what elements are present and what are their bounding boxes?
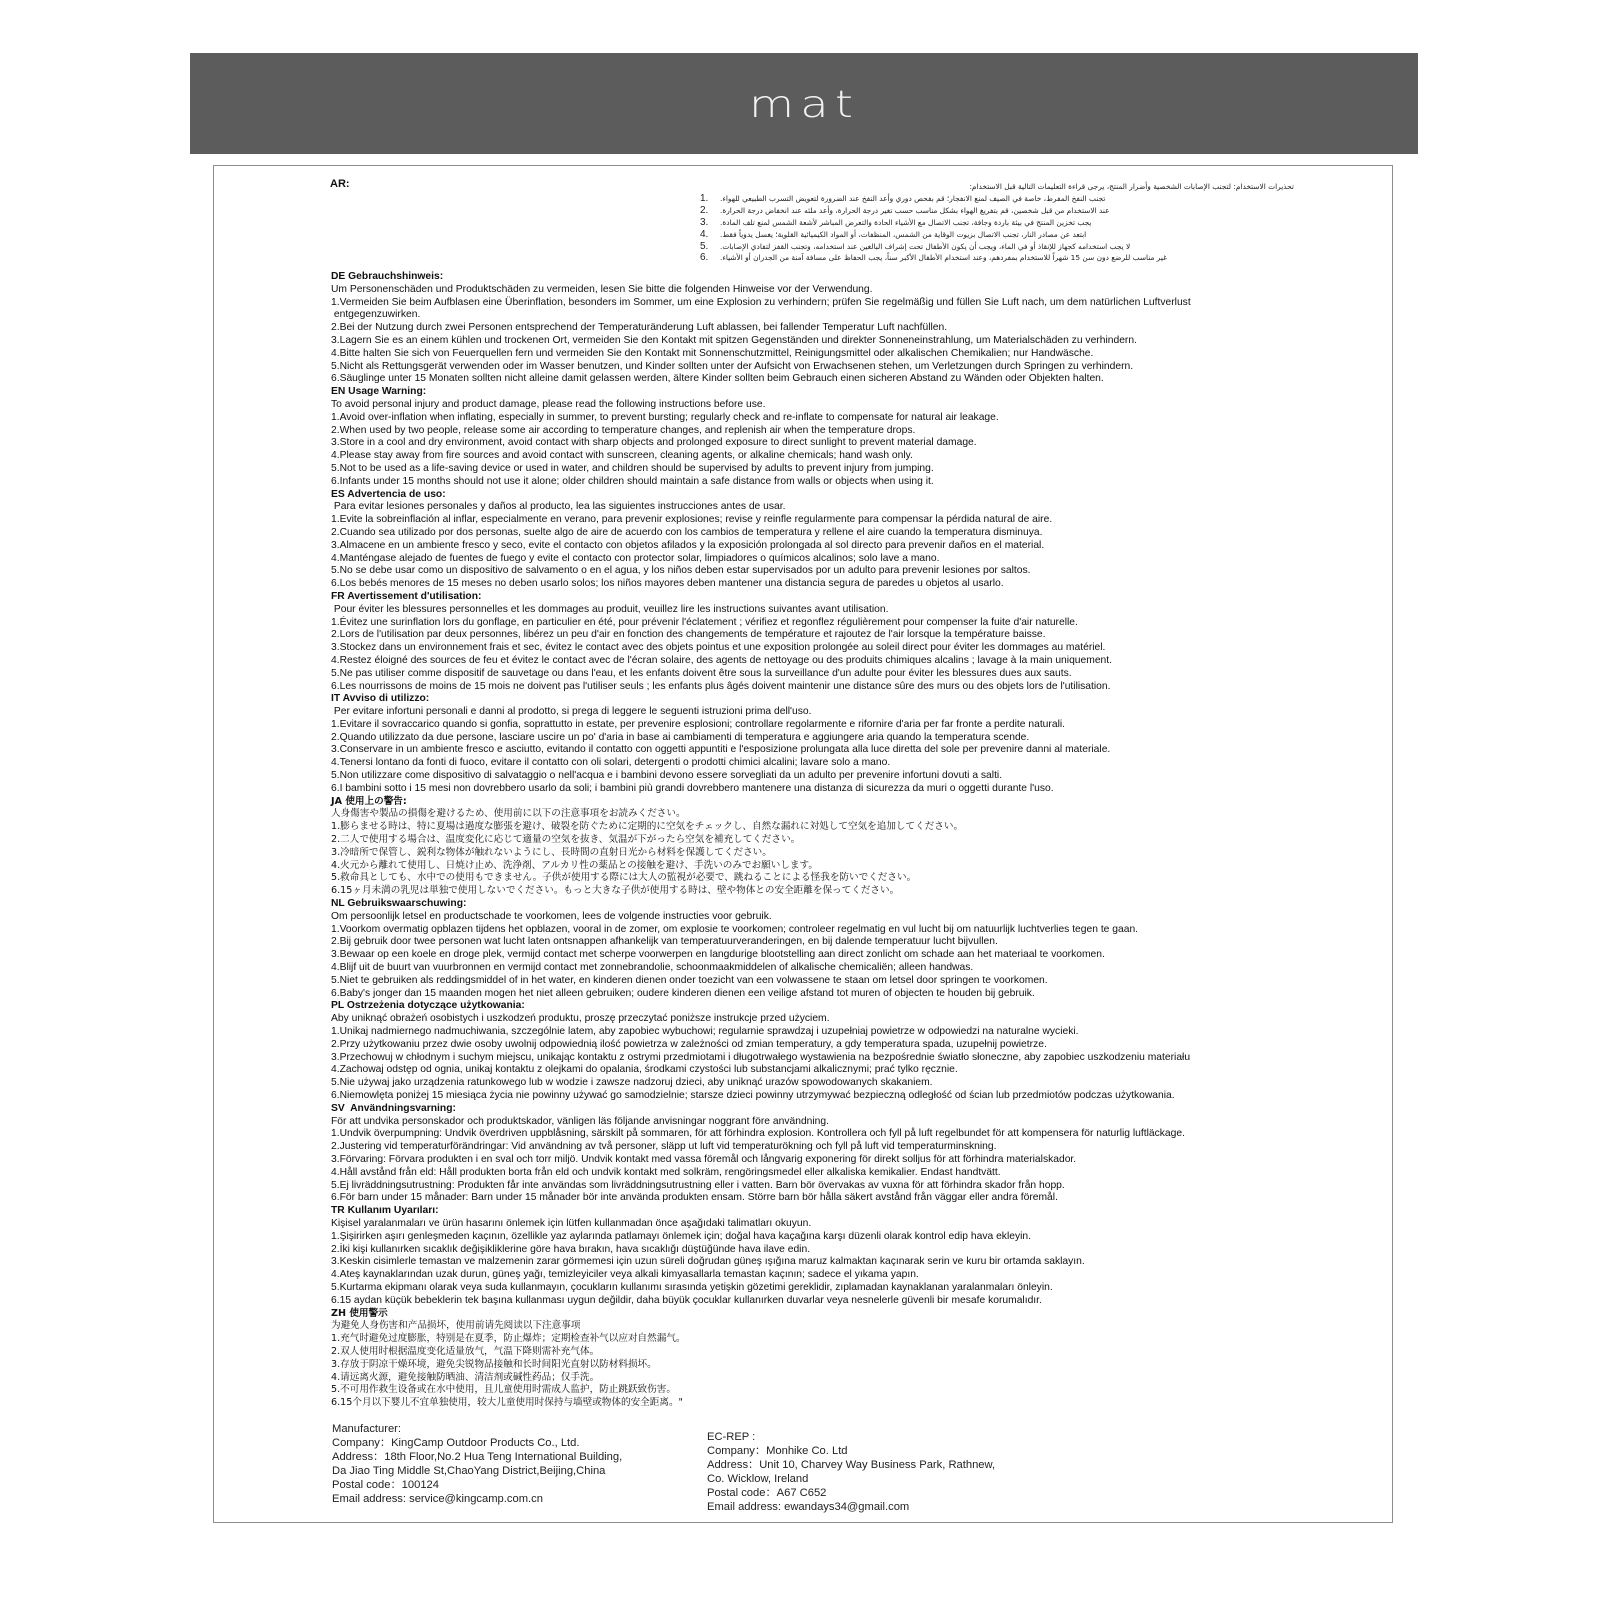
instruction-line: 3.Bewaar op een koele en droge plek, vermijd contact met scherpe voorwerpen en langdurige blootstelling aan direct zonlicht om schade aan het materiaal te voorkomen. (331, 949, 1105, 961)
arabic-item (700, 205, 1294, 217)
instruction-line: 6.15 aydan küçük bebeklerin tek başına kullanması uygun değildir, daha büyük çocuklar kullanırken duvarlar veya nesnelerle güvenli bir mesafe korumalıdır. (331, 1294, 1042, 1306)
manufacturer-line: Da Jiao Ting Middle St,ChaoYang District,Beijing,China (332, 1464, 606, 1477)
arabic-item-text: ابتعد عن مصادر النار، تجنب الاتصال بزيوت الوقاية من الشمس، المنظفات، أو المواد الكيميائية القلوية؛ يغسل يدوياً فقط. (720, 229, 1087, 239)
instruction-line: 6.Niemowlęta poniżej 15 miesiąca życia nie powinny używać go samodzielnie; starsze dzieci powinny utrzymywać bezpieczną odległość od ścian lub przedmiotów podczas użytkowania. (331, 1090, 1175, 1101)
instruction-line: 4.Please stay away from fire sources and avoid contact with sunscreen, cleaning agents, or alkaline chemicals; hand wash only. (331, 450, 913, 462)
instruction-line: 3.冷暗所で保管し、鋭利な物体が触れないようにし、長時間の直射日光から材料を保護してください。 (331, 846, 772, 858)
instruction-line: entgegenzuwirken. (331, 309, 421, 321)
instruction-line: 4.Tenersi lontano da fonti di fuoco, evitare il contatto con oli solari, detergenti o prodotti chimici alcalini; lavare solo a mano. (331, 757, 891, 769)
instruction-line: 5.Non utilizzare come dispositivo di salvataggio o nell'acqua e i bambini devono essere sorvegliati da un adulto per prevenire infortuni dovuti a salti. (331, 770, 1003, 782)
manufacturer-line: Company：KingCamp Outdoor Products Co., Ltd. (332, 1436, 580, 1449)
manufacturer-block (332, 1423, 622, 1506)
instruction-line: 4.请远离火源，避免接触防晒油、清洁剂或碱性药品；仅手洗。 (331, 1371, 600, 1383)
header-band (190, 53, 1418, 154)
instruction-line: 2.Bij gebruik door twee personen wat lucht laten ontsnappen afhankelijk van temperatuurveranderingen, en bij dalende temperatuur lucht bijvullen. (331, 936, 998, 948)
arabic-item-text: يجب تخزين المنتج في بيئة باردة وجافة، تجنب الاتصال مع الأشياء الحادة والتعرض المباشر لأشعة الشمس لمنع تلف المادة. (720, 217, 1092, 227)
instruction-line: 2.İki kişi kullanırken sıcaklık değişikliklerine göre hava bırakın, hava sıcaklığı düştüğünde hava ilave edin. (331, 1243, 811, 1255)
section-title: TR Kullanım Uyarıları: (331, 1205, 439, 1217)
section-title: IT Avviso di utilizzo: (331, 693, 430, 705)
instruction-line: 3.Almacene en un ambiente fresco y seco, evite el contacto con objetos afilados y la exposición prolongada al sol directo para prevenir daños en el material. (331, 539, 1045, 551)
section-intro: Pour éviter les blessures personnelles et les dommages au produit, veuillez lire les instructions suivantes avant utilisation. (331, 603, 889, 615)
instruction-line: 5.不可用作救生设备或在水中使用，且儿童使用时需成人监护，防止跳跃致伤害。 (331, 1384, 676, 1396)
manufacturer-line: Email address: service@kingcamp.com.cn (332, 1492, 543, 1505)
instruction-line: 1.Évitez une surinflation lors du gonflage, en particulier en été, pour prévenir l'éclatement ; vérifiez et regonflez régulièrement pour compenser la fuite d'air naturelle. (331, 616, 1078, 628)
instruction-line: 5.Not to be used as a life-saving device or used in water, and children should be supervised by adults to prevent injury from jumping. (331, 462, 934, 474)
arabic-item-text: تجنب النفخ المفرط، خاصة في الصيف لمنع الانفجار؛ قم بفحص دوري وأعد النفخ عند الضرورة لتعويض التسرب الطبيعي للهواء. (720, 193, 1106, 203)
instruction-line: 3.Przechowuj w chłodnym i suchym miejscu, unikając kontaktu z ostrymi przedmiotami i długotrwałego wystawienia na bezpośrednie światło słoneczne, aby zapobiec uszkodzeniu materiału (331, 1051, 1191, 1063)
warning-section (331, 1205, 1331, 1307)
brand-logo: mat (748, 83, 860, 126)
section-intro: To avoid personal injury and product damage, please read the following instructions before use. (331, 398, 766, 410)
instruction-line: 2.双人使用时根据温度变化适量放气，气温下降则需补充气体。 (331, 1345, 600, 1357)
instruction-line: 4.Manténgase alejado de fuentes de fuego y evite el contacto con protector solar, limpiadores o químicos alcalinos; solo lave a mano. (331, 552, 940, 564)
instruction-line: 4.Håll avstånd från eld: Håll produkten borta från eld och undvik kontakt med solkräm, rengöringsmedel eller alkaliska kemikalier. Endast handtvätt. (331, 1166, 1001, 1178)
instruction-line: 5.Ej livräddningsutrustning: Produkten får inte användas som livräddningsutrustning eller i vatten. Barn bör övervakas av vuxna för att förhindra skador från hopp. (331, 1179, 1065, 1191)
warning-section (331, 489, 1331, 591)
instruction-line: 3.Lagern Sie es an einem kühlen und trockenen Ort, vermeiden Sie den Kontakt mit spitzen Gegenständen und direkter Sonneneinstrahlung, um Materialschäden zu verhindern. (331, 334, 1137, 346)
warning-sections (331, 271, 1331, 1410)
section-title: SV Användningsvarning: (331, 1102, 456, 1114)
arabic-item-text: عند الاستخدام من قبل شخصين، قم بتفريغ الهواء بشكل مناسب حسب تغير درجة الحرارة، وأعد ملئه عند انخفاض درجة الحرارة. (720, 205, 1110, 215)
arabic-item-number: 6. (700, 252, 709, 264)
instruction-line: 3.Store in a cool and dry environment, avoid contact with sharp objects and prolonged exposure to direct sunlight to prevent material damage. (331, 437, 977, 449)
warning-section (331, 1000, 1331, 1102)
ec-rep-block (707, 1431, 995, 1514)
instruction-line: 6.15个月以下婴儿不宜单独使用，较大儿童使用时保持与墙壁或物体的安全距离。" (331, 1397, 683, 1409)
instruction-line: 2.二人で使用する場合は、温度変化に応じて適量の空気を抜き、気温が下がったら空気を補充してください。 (331, 834, 801, 846)
instruction-line: 4.Ateş kaynaklarından uzak durun, güneş yağı, temizleyiciler veya alkali kimyasallarla temastan kaçının; sadece el yıkama yapın. (331, 1269, 919, 1281)
instruction-line: 1.Evite la sobreinflación al inflar, especialmente en verano, para prevenir explosiones; revise y reinfle regularmente para compensar la pérdida natural de aire. (331, 514, 1053, 526)
manufacturer-line: Manufacturer: (332, 1423, 402, 1435)
section-title: ZH 使用警示 (331, 1307, 388, 1319)
section-intro: Para evitar lesiones personales y daños al producto, lea las siguientes instrucciones antes de usar. (331, 501, 786, 513)
warning-section (331, 591, 1331, 693)
section-title: JA 使用上の警告: (331, 795, 407, 807)
instruction-line: 2.Bei der Nutzung durch zwei Personen entsprechend der Temperaturänderung Luft ablassen, bei fallender Temperatur Luft nachfüllen. (331, 322, 948, 334)
instruction-line: 2.Quando utilizzato da due persone, lasciare uscire un po' d'aria in base ai cambiamenti di temperatura e aggiungere aria quando la temperatura scende. (331, 731, 1030, 743)
instruction-line: 4.火元から離れて使用し、日焼け止め、洗浄剤、アルカリ性の薬品との接触を避け、手洗いのみでお願いします。 (331, 859, 818, 871)
arabic-item-number: 2. (700, 204, 709, 216)
instruction-line: 6.För barn under 15 månader: Barn under 15 månader bör inte använda produkten ensam. Större barn bör hålla säkert avstånd från väggar eller andra föremål. (331, 1192, 1058, 1204)
instruction-line: 1.Undvik överpumpning: Undvik överdriven uppblåsning, särskilt på sommaren, för att förhindra explosion. Kontrollera och fyll på luft regelbundet för att kompensera för naturlig luftläckage. (331, 1128, 1185, 1140)
arabic-item-number: 4. (700, 228, 709, 240)
arabic-item (700, 252, 1294, 264)
arabic-section (700, 181, 1294, 264)
arabic-item (700, 229, 1294, 241)
section-intro: 人身傷害や製品の損傷を避けるため、使用前に以下の注意事項をお読みください。 (331, 808, 686, 820)
instruction-line: 1.充气时避免过度膨胀，特别是在夏季，防止爆炸；定期检查补气以应对自然漏气。 (331, 1333, 686, 1345)
section-intro: Aby uniknąć obrażeń osobistych i uszkodzeń produktu, proszę przeczytać poniższe instrukcje przed użyciem. (331, 1013, 830, 1025)
manufacturer-line: Postal code：100124 (332, 1478, 439, 1491)
instruction-line: 4.Restez éloigné des sources de feu et évitez le contact avec de l'écran solaire, des agents de nettoyage ou des produits chimiques alcalins ; lavage à la main uniquement. (331, 654, 1112, 666)
instruction-line: 3.存放于阴凉干燥环境，避免尖锐物品接触和长时间阳光直射以防材料损坏。 (331, 1358, 657, 1370)
warning-section (331, 1103, 1331, 1205)
instruction-line: 5.Nie używaj jako urządzenia ratunkowego lub w wodzie i zawsze nadzoruj dzieci, aby uniknąć urazów spowodowanych skakaniem. (331, 1077, 933, 1089)
instruction-line: 4.Bitte halten Sie sich von Feuerquellen fern und vermeiden Sie den Kontakt mit Sonnenschutzmittel, Reinigungsmittel oder alkalischen Chemikalien; nur Handwäsche. (331, 347, 1094, 359)
instruction-line: 5.Kurtarma ekipmanı olarak veya suda kullanmayın, çocukların kullanımı sırasında yetişkin gözetimi gereklidir, zıplamadan kaynaklanan yaralanmaları önleyin. (331, 1281, 1053, 1293)
ec-rep-line: EC-REP : (707, 1431, 756, 1443)
instruction-line: 2.Przy użytkowaniu przez dwie osoby uwolnij odpowiednią ilość powietrza w zależności od zmian temperatury, a gdy temperatura spada, uzupełnij powietrze. (331, 1038, 1047, 1050)
ec-rep-line: Co. Wicklow, Ireland (707, 1472, 809, 1485)
instruction-line: 3.Keskin cisimlerle temastan ve malzemenin zarar görmemesi için uzun süreli doğrudan güneş ışığına maruz kalmaktan kaçınarak serin ve kuru bir ortamda saklayın. (331, 1256, 1085, 1268)
warning-section (331, 386, 1331, 488)
instruction-line: 1.Voorkom overmatig opblazen tijdens het opblazen, vooral in de zomer, om explosie te voorkomen; controleer regelmatig en vul lucht bij om natuurlijk luchtverlies tegen te gaan. (331, 923, 1139, 935)
instruction-line: 1.Şişirirken aşırı genleşmeden kaçının, özellikle yaz aylarında patlamayı önlemek için; doğal hava kaçağına karşı düzenli olarak kontrol edip hava ekleyin. (331, 1230, 1031, 1242)
arabic-item-number: 3. (700, 216, 709, 228)
instruction-line: 2.When used by two people, release some air according to temperature changes, and replenish air when the temperature drops. (331, 424, 916, 436)
warning-section (331, 898, 1331, 1000)
instruction-line: 6.Infants under 15 months should not use it alone; older children should maintain a safe distance from walls or objects when using it. (331, 475, 934, 487)
section-title: EN Usage Warning: (331, 386, 427, 398)
section-intro: För att undvika personskador och produktskador, vänligen läs följande anvisningar noggrant före användning. (331, 1115, 830, 1127)
instruction-line: 3.Stockez dans un environnement frais et sec, évitez le contact avec des objets pointus et une exposition prolongée au soleil direct pour éviter les dommages au matériel. (331, 642, 1106, 654)
ec-rep-line: Address：Unit 10, Charvey Way Business Park, Rathnew, (707, 1458, 996, 1471)
arabic-item-number: 5. (700, 240, 709, 252)
instruction-line: 5.Niet te gebruiken als reddingsmiddel of in het water, en kinderen dienen onder toezicht van een volwassene te staan om letsel door springen te voorkomen. (331, 974, 1048, 986)
instruction-line: 6.15ヶ月未満の乳児は単独で使用しないでください。もっと大きな子供が使用する時は、壁や物体との安全距離を保ってください。 (331, 885, 900, 897)
instruction-line: 4.Blijf uit de buurt van vuurbronnen en vermijd contact met zonnebrandolie, schoonmaakmiddelen of alkalische chemicaliën; alleen handwas. (331, 962, 974, 974)
arabic-item (700, 217, 1294, 229)
instruction-line: 4.Zachowaj odstęp od ognia, unikaj kontaktu z olejkami do opalania, środkami czystości lub substancjami alkalicznymi; prać tylko ręcznie. (331, 1064, 958, 1076)
section-intro: Kişisel yaralanmaları ve ürün hasarını önlemek için lütfen kullanmadan önce aşağıdaki talimatları okuyun. (331, 1217, 812, 1229)
instruction-line: 6.Les nourrissons de moins de 15 mois ne doivent pas l'utiliser seuls ; les enfants plus âgés doivent maintenir une distance sûre des murs ou des objets lors de l'utilisation. (331, 680, 1111, 692)
instruction-line: 3.Förvaring: Förvara produkten i en sval och torr miljö. Undvik kontakt med vassa föremål och långvarig exponering för direkt solljus för att förhindra materialskador. (331, 1153, 1077, 1165)
manufacturer-line: Address：18th Floor,No.2 Hua Teng International Building, (332, 1450, 623, 1463)
instruction-line: 2.Lors de l'utilisation par deux personnes, libérez un peu d'air en fonction des changements de température et rajoutez de l'air lorsque la température baisse. (331, 629, 1046, 641)
arabic-item-text: لا يجب استخدامه كجهاز للإنقاذ أو في الماء، ويجب أن يكون الأطفال تحت إشراف البالغين عند استخدامه، وتجنب القفز لتفادي الإصابات. (720, 241, 1131, 251)
ec-rep-line: Company：Monhike Co. Ltd (707, 1444, 848, 1457)
instruction-line: 6.Baby's jonger dan 15 maanden mogen het niet alleen gebruiken; oudere kinderen dienen een veilige afstand tot muren of objecten te houden bij gebruik. (331, 987, 1035, 999)
instruction-line: 6.I bambini sotto i 15 mesi non dovrebbero usarlo da soli; i bambini più grandi dovrebbero mantenere una distanza di sicurezza da muri o oggetti durante l'uso. (331, 782, 1054, 794)
instruction-line: 2.Cuando sea utilizado por dos personas, suelte algo de aire de acuerdo con los cambios de temperatura y rellene el aire cuando la temperatura disminuya. (331, 526, 1043, 538)
section-intro: Om persoonlijk letsel en productschade te voorkomen, lees de volgende instructies voor gebruik. (331, 910, 772, 922)
ec-rep-line: Postal code：A67 C652 (707, 1486, 827, 1499)
warning-section (331, 796, 1331, 898)
instruction-line: 2.Justering vid temperaturförändringar: Vid användning av två personer, släpp ut luft vid temperaturökning och fyll på luft vid temperaturminskning. (331, 1141, 997, 1153)
instruction-line: 5.No se debe usar como un dispositivo de salvamento o en el agua, y los niños deben estar supervisados por un adulto para prevenir lesiones por saltos. (331, 565, 1031, 577)
warning-section (331, 271, 1331, 386)
instruction-line: 5.Nicht als Rettungsgerät verwenden oder im Wasser benutzen, und Kinder sollten unter der Aufsicht von Erwachsenen stehen, um Verletzungen durch Springen zu verhindern. (331, 360, 1134, 372)
arabic-item-text: غير مناسب للرضع دون سن 15 شهراً للاستخدام بمفردهم، وعند استخدام الأطفال الأكبر سناً، يجب الحفاظ على مسافة آمنة من الجدران أو الأشياء. (720, 253, 1167, 263)
arabic-intro: تحذيرات الاستخدام: لتجنب الإصابات الشخصية وأضرار المنتج، يرجى قراءة التعليمات التالية قبل الاستخدام: (969, 182, 1294, 191)
section-title: NL Gebruikswaarschuwing: (331, 898, 467, 910)
instruction-line: 5.救命具としても、水中での使用もできません。子供が使用する際には大人の監視が必要で、跳ねることによる怪我を防いでください。 (331, 872, 917, 884)
instruction-line: 1.Evitare il sovraccarico quando si gonfia, soprattutto in estate, per prevenire esplosioni; controllare regolarmente e rifornire d'aria per far fronte a perdite naturali. (331, 718, 1066, 730)
instruction-line: 1.Avoid over-inflation when inflating, especially in summer, to prevent bursting; regularly check and re-inflate to compensate for natural air leakage. (331, 411, 999, 423)
instruction-line: 5.Ne pas utiliser comme dispositif de sauvetage ou dans l'eau, et les enfants doivent être sous la surveillance d'un adulte pour éviter les blessures dues aux sauts. (331, 667, 1072, 679)
section-title: DE Gebrauchshinweis: (331, 271, 444, 282)
instruction-line: 6.Säuglinge unter 15 Monaten sollten nicht alleine damit gelassen werden, ältere Kinder sollten beim Gebrauch einen sicheren Abstand zu Wänden oder Objekten halten. (331, 373, 1104, 385)
section-intro: Um Personenschäden und Produktschäden zu vermeiden, lesen Sie bitte die folgenden Hinweise vor der Verwendung. (331, 283, 873, 295)
section-intro: 为避免人身伤害和产品损坏，使用前请先阅读以下注意事项 (331, 1320, 581, 1332)
instruction-line: 1.Unikaj nadmiernego nadmuchiwania, szczególnie latem, aby zapobiec wybuchowi; regularnie sprawdzaj i uzupełniaj powietrze w odpowiedzi na naturalne wycieki. (331, 1026, 1079, 1038)
section-intro: Per evitare infortuni personali e danni al prodotto, si prega di leggere le seguenti istruzioni prima dell'uso. (331, 706, 812, 718)
section-title: PL Ostrzeżenia dotyczące użytkowania: (331, 1000, 525, 1012)
warning-section (331, 693, 1331, 795)
instruction-line: 1.膨らませる時は、特に夏場は過度な膨張を避け、破裂を防ぐために定期的に空気をチェックし、自然な漏れに対処して空気を追加してください。 (331, 821, 964, 833)
ec-rep-line: Email address: ewandays34@gmail.com (707, 1500, 910, 1513)
section-title: ES Advertencia de uso: (331, 488, 446, 500)
instruction-line: 6.Los bebés menores de 15 meses no deben usarlo solos; los niños mayores deben mantener una distancia segura de paredes u objetos al usarlo. (331, 578, 1004, 590)
section-title: FR Avertissement d'utilisation: (331, 590, 482, 602)
instruction-line: 1.Vermeiden Sie beim Aufblasen eine Überinflation, besonders im Sommer, um eine Explosion zu verhindern; prüfen Sie regelmäßig und füllen Sie Luft nach, um dem natürlichen Luftverlust (331, 296, 1191, 308)
arabic-item (700, 193, 1294, 205)
arabic-item-number: 1. (700, 192, 709, 204)
instruction-line: 3.Conservare in un ambiente fresco e asciutto, evitando il contatto con oggetti appuntiti e l'esposizione prolungata alla luce diretta del sole per prevenire danni al materiale. (331, 744, 1111, 756)
warning-section (331, 1308, 1331, 1410)
section-title-ar: AR: (330, 178, 350, 190)
arabic-item (700, 241, 1294, 253)
